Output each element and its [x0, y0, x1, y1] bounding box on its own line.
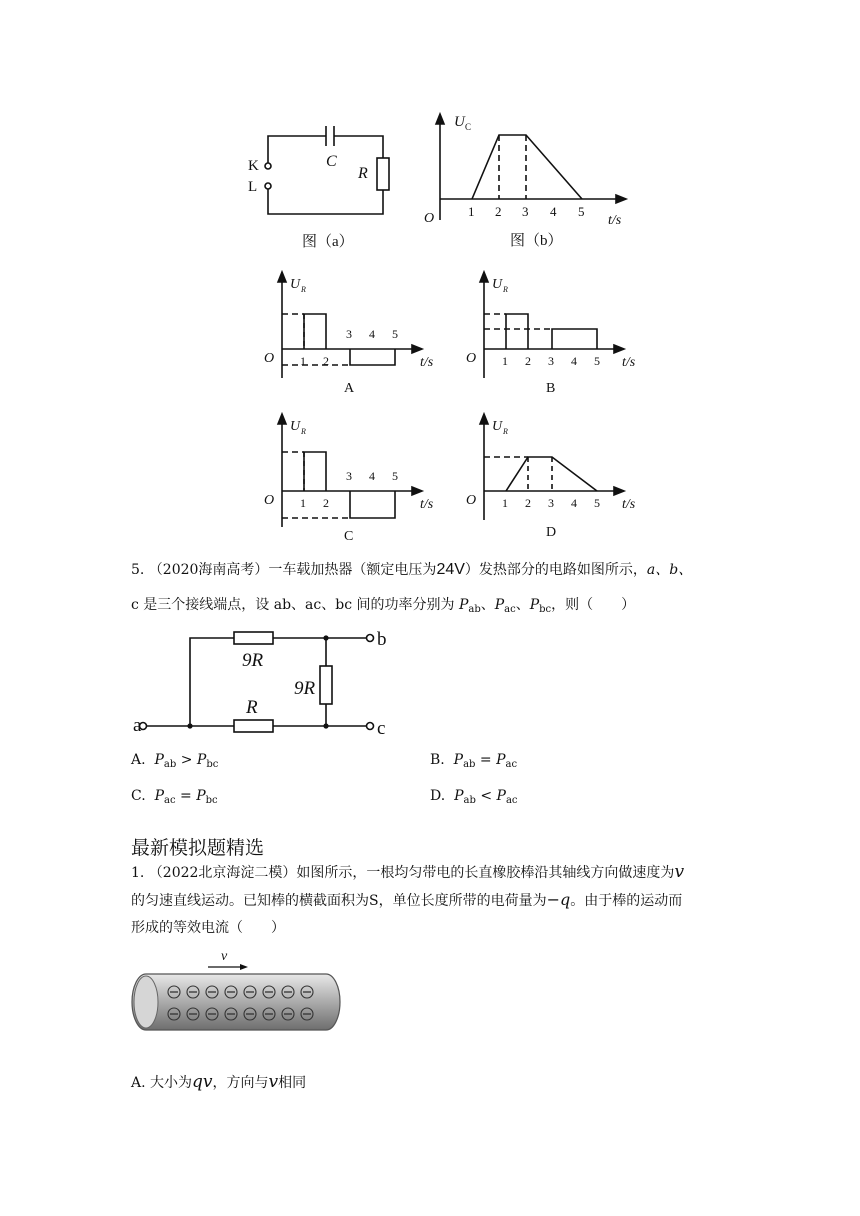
q1-v: v — [674, 862, 685, 882]
option-label: C. — [131, 788, 146, 804]
q5-text: 5. （2020海南高考）一车载加热器（额定电压为 — [131, 562, 437, 578]
graph-ylabel: U — [290, 419, 301, 434]
graph-tick: 5 — [392, 327, 398, 341]
graph-tick: 4 — [571, 496, 577, 510]
option-rhs: P — [496, 752, 506, 768]
graph-tick: 3 — [346, 469, 352, 483]
graph-xunit: t/s — [420, 497, 434, 512]
graph-b-origin: O — [424, 211, 435, 226]
option-rhs: P — [196, 788, 206, 804]
q1-text: 1. （2022北京海淀二模）如图所示，一根均匀带电的长直橡胶棒沿其轴线方向做速度为 — [131, 865, 675, 881]
option-letter: C — [344, 529, 354, 544]
option-rhs-sub: bc — [205, 795, 218, 806]
option-graph-d — [460, 412, 650, 547]
terminal-b-label: b — [377, 629, 387, 650]
graph-b-ylabel: U — [454, 114, 465, 130]
section-title: 最新模拟题精选 — [131, 837, 265, 859]
graph-ylabel: U — [290, 277, 301, 292]
q1-option-text: 相同 — [278, 1075, 307, 1091]
q1-line-3: 形成的等效电流（ ） — [131, 920, 285, 936]
terminal-c-label: c — [377, 718, 386, 739]
graph-origin: O — [264, 351, 275, 366]
graph-origin: O — [466, 493, 477, 508]
option-graph-b — [460, 270, 650, 400]
graph-b-tick: 1 — [468, 204, 475, 219]
option-graph-c — [258, 412, 448, 547]
graph-b-tick: 5 — [578, 204, 585, 219]
q1-option-text: ，方向与 — [212, 1075, 269, 1091]
q5-p: P — [529, 597, 540, 613]
q1-option-v: v — [268, 1072, 279, 1092]
option-rhs-sub: ac — [505, 759, 518, 770]
terminal-l-label: L — [248, 179, 258, 195]
graph-tick: 4 — [369, 469, 375, 483]
option-op: = — [180, 788, 192, 804]
q1-text: 。由于棒的运动而 — [570, 893, 683, 909]
q1-option-text: A. 大小为 — [131, 1075, 193, 1091]
graph-b-xunit: t/s — [608, 213, 622, 228]
graph-ylabel: U — [492, 419, 503, 434]
graph-origin: O — [264, 493, 275, 508]
q5-text: ）发热部分的电路如图所示， — [464, 562, 647, 578]
graph-b-tick: 4 — [550, 204, 557, 219]
q5-circuit — [130, 622, 390, 747]
q5-line-1 — [131, 560, 692, 580]
q1-line-2 — [131, 890, 682, 911]
resistor-bottom-label: R — [246, 697, 258, 718]
terminal-a-label: a — [133, 715, 142, 736]
q1-line-1 — [131, 862, 684, 883]
graph-tick: 3 — [548, 354, 554, 368]
option-label: B. — [430, 752, 445, 768]
q5-line-2: c 是三个接线端点，设 ab、ac、bc 间的功率分别为 $P_{ab}$、$P_{ac}$、$P_{bc}$，则（ ） — [131, 597, 636, 615]
q5-vars: a、b、 — [646, 562, 693, 578]
option-op: < — [480, 788, 493, 804]
graph-tick: 3 — [548, 496, 554, 510]
option-lhs-sub: ab — [463, 795, 476, 806]
charged-rod-figure — [130, 948, 345, 1038]
q5-option-a[interactable] — [131, 750, 218, 775]
capacitor-label: C — [326, 153, 337, 170]
q5-voltage: 24V — [436, 561, 465, 578]
q5-p: P — [494, 597, 505, 613]
graph-b-tick: 3 — [522, 204, 529, 219]
graph-tick: 5 — [594, 354, 600, 368]
graph-tick: 2 — [525, 354, 531, 368]
q5-text: ，则（ ） — [551, 597, 636, 613]
graph-xunit: t/s — [622, 497, 636, 512]
graph-xunit: t/s — [622, 355, 636, 370]
graph-ysub: R — [301, 427, 306, 436]
graph-ysub: R — [503, 285, 508, 294]
graph-tick: 2 — [323, 354, 329, 368]
option-label: A. — [131, 752, 146, 768]
q5-option-b[interactable] — [430, 750, 517, 775]
graph-ysub: R — [503, 427, 508, 436]
option-letter: A — [344, 381, 355, 396]
graph-tick: 1 — [502, 354, 508, 368]
q5-text: c 是三个接线端点，设 ab、ac、bc 间的功率分别为 — [131, 597, 455, 613]
option-op: > — [180, 752, 193, 768]
graph-tick: 1 — [300, 496, 306, 510]
option-lhs: P — [454, 788, 464, 804]
option-lhs: P — [154, 788, 164, 804]
q1-neg-q: −q — [546, 890, 571, 909]
q1-text: 的匀速直线运动。已知棒的横截面积为S，单位长度所带的电荷量为 — [131, 893, 547, 909]
graph-tick: 1 — [300, 354, 306, 368]
graph-tick: 2 — [323, 496, 329, 510]
graph-tick: 2 — [525, 496, 531, 510]
option-rhs-sub: ac — [505, 795, 518, 806]
figure-a-caption: 图（a） — [302, 234, 354, 250]
graph-b-tick: 2 — [495, 204, 502, 219]
graph-ysub: R — [301, 285, 306, 294]
graph-tick: 5 — [594, 496, 600, 510]
option-lhs-sub: ac — [164, 795, 176, 806]
graph-xunit: t/s — [420, 355, 434, 370]
q5-option-d[interactable] — [430, 786, 518, 811]
rod-velocity-label: v — [221, 949, 228, 964]
option-lhs: P — [453, 752, 464, 768]
option-lhs-sub: ab — [163, 759, 177, 770]
figure-a-circuit — [240, 120, 400, 250]
option-lhs: P — [154, 752, 164, 768]
graph-tick: 4 — [369, 327, 375, 341]
option-rhs: P — [496, 788, 506, 804]
figure-b-caption: 图（b） — [510, 233, 563, 249]
option-graph-a — [258, 270, 448, 400]
graph-tick: 4 — [571, 354, 577, 368]
resistor-label: R — [358, 165, 368, 182]
q1-option-qv: qv — [192, 1072, 213, 1092]
option-op: = — [479, 752, 492, 768]
resistor-top-label: 9R — [242, 650, 264, 671]
graph-tick: 1 — [502, 496, 508, 510]
figure-b-graph — [418, 110, 634, 250]
option-letter: B — [546, 381, 556, 396]
q1-option-a[interactable] — [131, 1072, 306, 1093]
graph-tick: 3 — [346, 327, 352, 341]
option-rhs-sub: bc — [206, 759, 219, 770]
graph-tick: 5 — [392, 469, 398, 483]
q5-option-c[interactable] — [131, 786, 218, 811]
graph-origin: O — [466, 351, 477, 366]
resistor-right-label: 9R — [294, 678, 316, 699]
terminal-k-label: K — [248, 158, 259, 174]
option-letter: D — [546, 525, 557, 540]
graph-ylabel: U — [492, 277, 503, 292]
option-lhs-sub: ab — [463, 759, 476, 770]
graph-b-ysub: C — [465, 122, 472, 132]
option-label: D. — [430, 788, 446, 804]
option-rhs: P — [196, 752, 207, 768]
q5-p: P — [458, 597, 469, 613]
